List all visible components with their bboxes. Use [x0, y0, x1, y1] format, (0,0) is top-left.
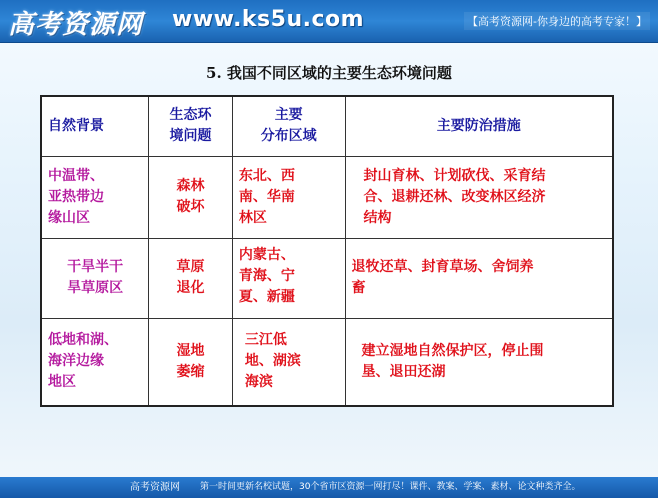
footer-brand[interactable]: 高考资源网 [130, 482, 180, 493]
table-row [41, 156, 613, 238]
eco-problems-table [40, 95, 614, 407]
cell-measures: 退牧还草、封育草场、舍饲养 畜 [345, 238, 613, 318]
header-eco-problem: 生态环 境问题 [149, 96, 233, 156]
slide-title: 5. 我国不同区域的主要生态环境问题 [206, 64, 452, 82]
cell-problem: 草原 退化 [149, 238, 233, 318]
site-slogan: 【高考资源网-你身边的高考专家！】 [464, 12, 650, 30]
table-row [41, 318, 613, 406]
header-natural-background: 自然背景 [41, 96, 149, 156]
cell-problem: 湿地 萎缩 [149, 318, 233, 406]
cell-distribution: 三江低 地、湖滨 海滨 [232, 318, 345, 406]
cell-background: 中温带、 亚热带边 缘山区 [41, 156, 149, 238]
header-measures: 主要防治措施 [345, 96, 613, 156]
cell-background: 干旱半干 旱草原区 [41, 238, 149, 318]
cell-distribution: 内蒙古、 青海、宁 夏、新疆 [232, 238, 345, 318]
site-footer [0, 477, 658, 498]
site-url[interactable]: www.ks5u.com [172, 7, 365, 32]
table-row [41, 238, 613, 318]
table-header-row [41, 96, 613, 156]
cell-problem: 森林 破坏 [149, 156, 233, 238]
cell-distribution: 东北、西 南、华南 林区 [232, 156, 345, 238]
cell-measures: 建立湿地自然保护区，停止围 垦、退田还湖 [345, 318, 613, 406]
cell-background: 低地和湖、 海洋边缘 地区 [41, 318, 149, 406]
site-logo[interactable]: 高考资源网 [8, 10, 144, 40]
cell-measures: 封山育林、计划砍伐、采育结 合、退耕还林、改变林区经济 结构 [345, 156, 613, 238]
site-banner [0, 0, 658, 42]
header-distribution: 主要 分布区域 [232, 96, 345, 156]
footer-info: 第一时间更新名校试题，30个省市区资源一网打尽！课件、教案、学案、素材、论文种类齐全。 [200, 482, 581, 492]
